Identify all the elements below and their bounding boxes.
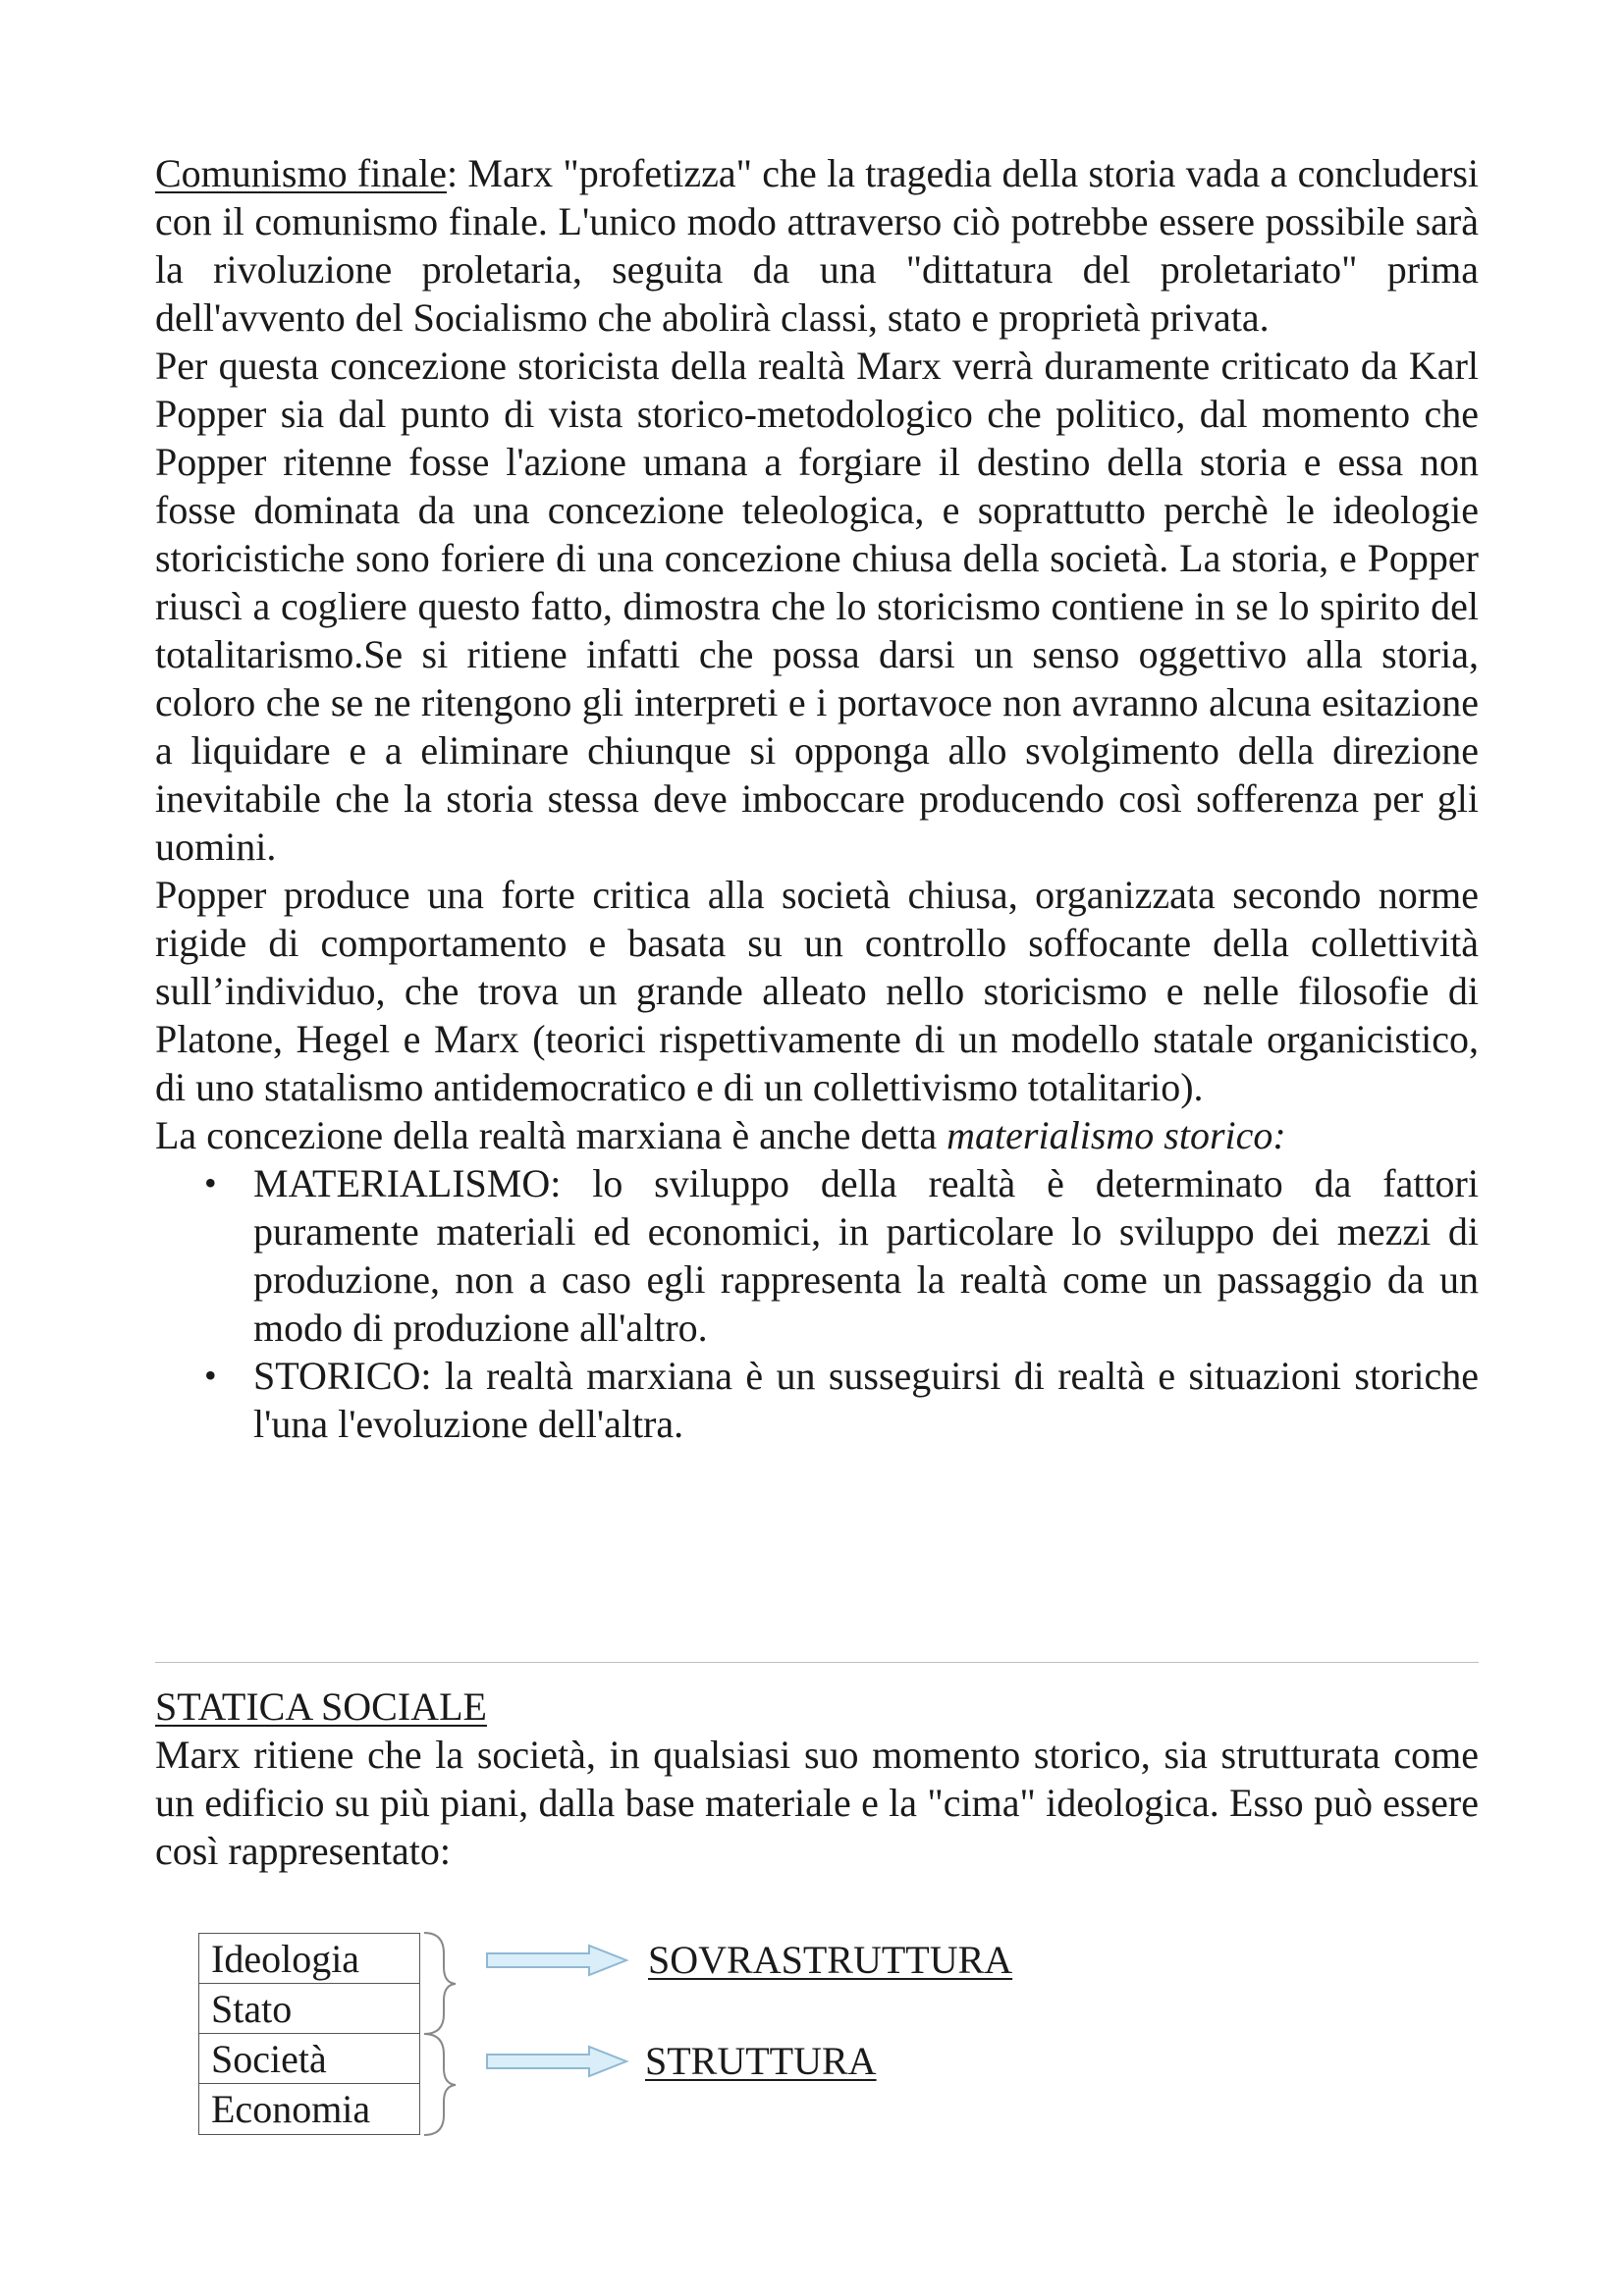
bullet-list [155, 1159, 1479, 1448]
layer-societa: Società [199, 2034, 419, 2084]
society-layers-table [198, 1933, 420, 2135]
comunismo-text: : Marx "profetizza" che la tragedia della storia vada a concludersi con il comunismo finale. L'unico modo attraverso ciò potrebbe essere possibile sarà la rivoluzione proletaria, seguita da una "dittatura del proletariato" prima dell'avvento del Socialismo che abolirà classi, stato e proprietà privata. [155, 151, 1480, 340]
struttura-label: STRUTTURA [645, 2039, 877, 2083]
layer-stato: Stato [199, 1984, 419, 2034]
lower-arrow-icon [487, 2047, 626, 2076]
popper-critique-paragraph: Per questa concezione storicista della realtà Marx verrà duramente criticato da Karl Popper sia dal punto di vista storico-metodologico che politico, dal momento che Popper ritenne fosse l'azione umana a forgiare il destino della storia e essa non fosse dominata da una concezione teleologica, e soprattutto perchè le ideologie storicistiche sono foriere di una concezione chiusa della società. La storia, e Popper riuscì a cogliere questo fatto, dimostra che lo storicismo contiene in se lo spirito del totalitarismo.Se si ritiene infatti che possa darsi un senso oggettivo alla storia, coloro che se ne ritengono gli interpreti e i portavoce non avranno alcuna esitazione a liquidare e a eliminare chiunque si opponga allo svolgimento della direzione inevitabile che la storia stessa deve imboccare producendo così sofferenza per gli uomini. [155, 344, 1479, 869]
statica-section [155, 1682, 1479, 1875]
materialismo-term: materialismo storico: [947, 1113, 1286, 1157]
upper-arrow-icon [487, 1946, 626, 1975]
materialismo-intro: La concezione della realtà marxiana è anche detta [155, 1113, 947, 1157]
bullet-materialismo: • MATERIALISMO: lo sviluppo della realtà è determinato da fattori puramente materiali ed economici, in particolare lo sviluppo dei mezzi di produzione, non a caso egli rappresenta la realtà come un passaggio da un modo di produzione all'altro. [155, 1159, 1479, 1352]
section-divider [155, 1662, 1479, 1663]
statica-heading-line [155, 1682, 1479, 1731]
comunismo-heading: Comunismo finale [155, 151, 447, 195]
statica-heading: STATICA SOCIALE [155, 1684, 487, 1729]
comunismo-paragraph [155, 149, 1479, 342]
main-text [155, 149, 1479, 1448]
layer-economia: Economia [211, 2087, 371, 2131]
lower-brace-icon [424, 2034, 456, 2135]
materialismo-intro-paragraph [155, 1111, 1479, 1159]
layer-ideologia: Ideologia [199, 1934, 419, 1984]
sovrastruttura-label: SOVRASTRUTTURA [648, 1938, 1013, 1982]
upper-brace-icon [424, 1933, 456, 2034]
statica-paragraph: Marx ritiene che la società, in qualsiasi suo momento storico, sia strutturata come un edificio su più piani, dalla base materiale e la "cima" ideologica. Esso può essere così rappresentato: [155, 1733, 1479, 1873]
societa-chiusa-paragraph: Popper produce una forte critica alla società chiusa, organizzata secondo norme rigide di comportamento e basata su un controllo soffocante della collettività sull’individuo, che trova un grande alleato nello storicismo e nelle filosofie di Platone, Hegel e Marx (teorici rispettivamente di un modello statale organicistico, di uno statalismo antidemocratico e di un collettivismo totalitario). [155, 873, 1479, 1109]
bullet-storico: • STORICO: la realtà marxiana è un susseguirsi di realtà e situazioni storiche l'una l'evoluzione dell'altra. [155, 1352, 1479, 1448]
